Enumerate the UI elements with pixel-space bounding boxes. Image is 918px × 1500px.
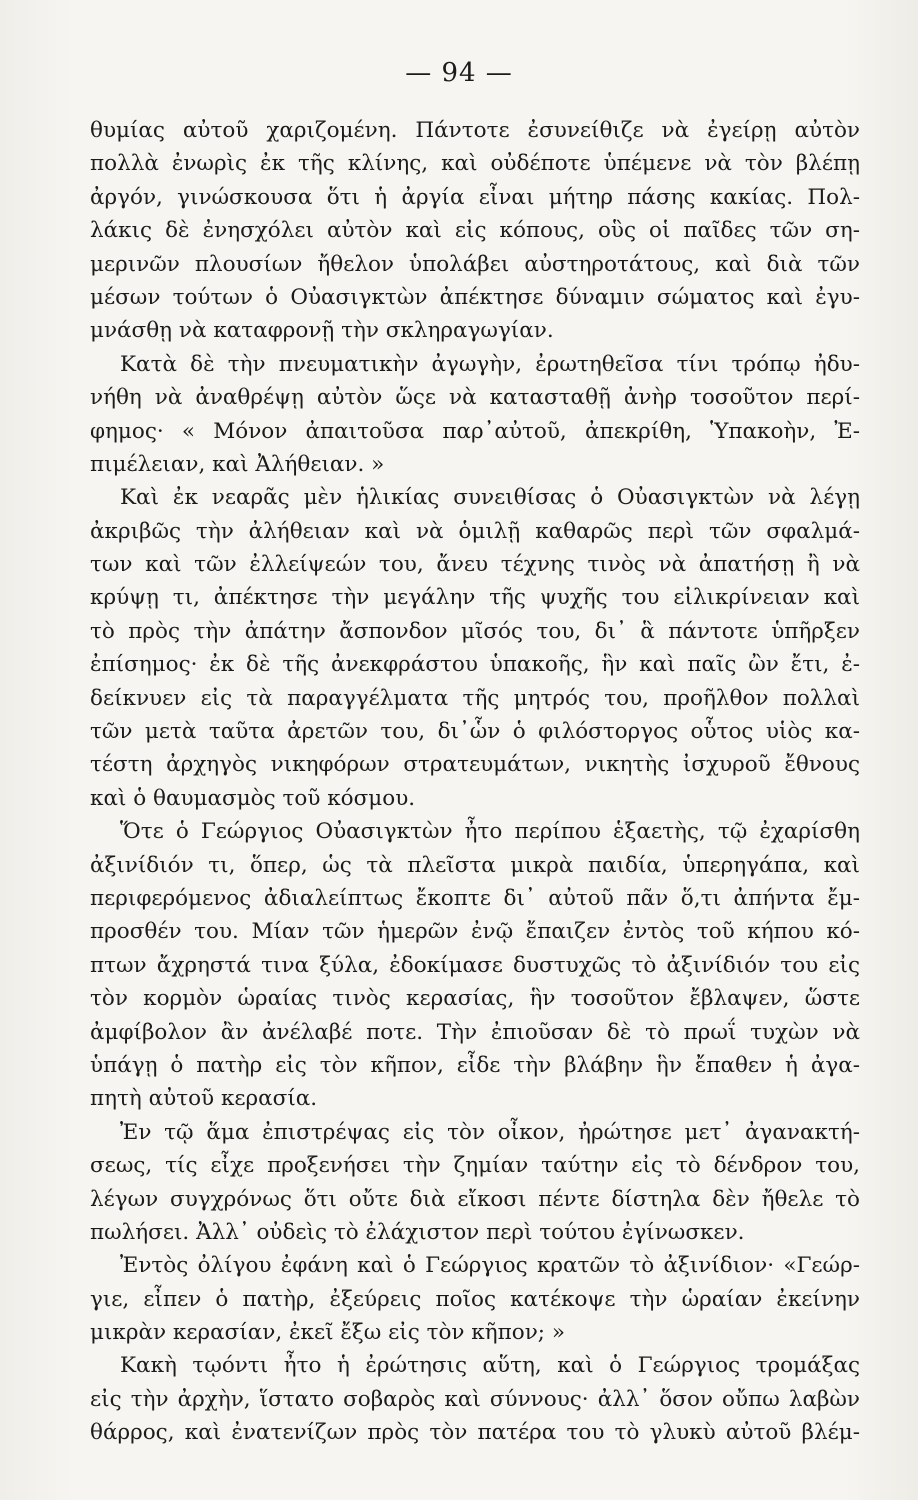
text-line: Ἐν τῷ ἅμα ἐπιστρέψας εἰς τὸν οἶκον, ἠρώτησε μετ᾽ ἀγανακτή-: [120, 1119, 860, 1145]
text-line: πιμέλειαν, καὶ Ἀλήθειαν. »: [90, 451, 385, 477]
text-line: περιφερόμενος ἀδιαλείπτως ἔκοπτε δι᾽ αὐτοῦ πᾶν ὅ,τι ἀπήντα ἔμ-: [90, 885, 860, 911]
text-line: μνάσθῃ νὰ καταφρονῇ τὴν σκληραγωγίαν.: [90, 318, 554, 344]
body-text: [90, 114, 860, 1450]
text-line: πολλὰ ἐνωρὶς ἐκ τῆς κλίνης, καὶ οὐδέποτε ὑπέμενε νὰ τὸν βλέπῃ: [90, 151, 860, 177]
text-line: τὸν κορμὸν ὡραίας τινὸς κερασίας, ἣν τοσοῦτον ἔβλαψεν, ὥστε: [90, 986, 860, 1012]
text-line: τὸ πρὸς τὴν ἀπάτην ἄσπονδον μῖσός του, δι᾽ ἃ πάντοτε ὑπῆρξεν: [90, 618, 860, 644]
text-line: Ὅτε ὁ Γεώργιος Οὐασιγκτὼν ἦτο περίπου ἑξαετὴς, τῷ ἐχαρίσθη: [120, 819, 860, 845]
text-line: προσθέν του. Μίαν τῶν ἡμερῶν ἐνῷ ἔπαιζεν ἐντὸς τοῦ κήπου κό-: [90, 919, 860, 945]
text-line: καὶ ὁ θαυμασμὸς τοῦ κόσμου.: [90, 785, 416, 811]
text-line: νήθη νὰ ἀναθρέψῃ αὐτὸν ὥςε νὰ κατασταθῇ ἀνὴρ τοσοῦτον περί-: [90, 385, 860, 411]
text-line: σεως, τίς εἶχε προξενήσει τὴν ζημίαν ταύτην εἰς τὸ δένδρον του,: [90, 1153, 860, 1179]
text-line: μικρὰν κερασίαν, ἐκεῖ ἔξω εἰς τὸν κῆπον; »: [90, 1320, 566, 1346]
text-line: λάκις δὲ ἐνησχόλει αὐτὸν καὶ εἰς κόπους, οὓς οἱ παῖδες τῶν ση-: [90, 218, 860, 244]
text-line: τέστη ἀρχηγὸς νικηφόρων στρατευμάτων, νικητὴς ἰσχυροῦ ἔθνους: [90, 752, 860, 778]
text-line: δείκνυεν εἰς τὰ παραγγέλματα τῆς μητρός του, προῆλθον πολλαὶ: [90, 685, 860, 711]
text-line: Κακὴ τῳόντι ἦτο ἡ ἐρώτησις αὕτη, καὶ ὁ Γεώργιος τρομάξας: [120, 1353, 860, 1379]
text-line: θάρρος, καὶ ἐνατενίζων πρὸς τὸν πατέρα του τὸ γλυκὺ αὐτοῦ βλέμ-: [90, 1420, 860, 1446]
text-line: λέγων συγχρόνως ὅτι οὔτε διὰ εἴκοσι πέντε δίστηλα δὲν ἤθελε τὸ: [90, 1186, 860, 1212]
text-line: ἐπίσημος· ἐκ δὲ τῆς ἀνεκφράστου ὑπακοῆς, ἣν καὶ παῖς ὢν ἔτι, ἐ-: [90, 652, 860, 678]
text-line: Καὶ ἐκ νεαρᾶς μὲν ἡλικίας συνειθίσας ὁ Οὐασιγκτὼν νὰ λέγῃ: [120, 485, 860, 511]
text-line: γιε, εἶπεν ὁ πατὴρ, ἐξεύρεις ποῖος κατέκοψε τὴν ὡραίαν ἐκείνην: [90, 1286, 860, 1312]
text-line: τῶν μετὰ ταῦτα ἀρετῶν του, δι᾽ὧν ὁ φιλόστοργος οὗτος υἱὸς κα-: [90, 719, 860, 745]
text-line: μέσων τούτων ὁ Οὐασιγκτὼν ἀπέκτησε δύναμιν σώματος καὶ ἐγυ-: [90, 284, 860, 310]
text-line: ἀμφίβολον ἂν ἀνέλαβέ ποτε. Τὴν ἐπιοῦσαν δὲ τὸ πρωΐ τυχὼν νὰ: [90, 1019, 860, 1045]
text-line: ὑπάγῃ ὁ πατὴρ εἰς τὸν κῆπον, εἶδε τὴν βλάβην ἣν ἔπαθεν ἡ ἀγα-: [90, 1052, 860, 1078]
text-line: φημος· « Μόνον ἀπαιτοῦσα παρ᾽αὐτοῦ, ἀπεκρίθη, Ὑπακοὴν, Ἐ-: [90, 418, 860, 444]
text-line: πωλήσει. Ἀλλ᾽ οὐδεὶς τὸ ἐλάχιστον περὶ τούτου ἐγίνωσκεν.: [90, 1219, 745, 1245]
text-line: ἀργόν, γινώσκουσα ὅτι ἡ ἀργία εἶναι μήτηρ πάσης κακίας. Πολ-: [90, 184, 860, 210]
text-line: των καὶ τῶν ἐλλείψεών του, ἄνευ τέχνης τινὸς νὰ ἀπατήσῃ ἢ νὰ: [90, 552, 860, 578]
text-line: κρύψῃ τι, ἀπέκτησε τὴν μεγάλην τῆς ψυχῆς του εἰλικρίνειαν καὶ: [90, 585, 860, 611]
text-line: Ἐντὸς ὀλίγου ἐφάνη καὶ ὁ Γεώργιος κρατῶν τὸ ἀξινίδιον· «Γεώρ-: [120, 1253, 860, 1279]
text-line: πητὴ αὐτοῦ κερασία.: [90, 1086, 318, 1112]
text-line: πτων ἄχρηστά τινα ξύλα, ἐδοκίμασε δυστυχῶς τὸ ἀξινίδιόν του εἰς: [90, 952, 860, 978]
text-line: μερινῶν πλουσίων ἤθελον ὑπολάβει αὐστηροτάτους, καὶ διὰ τῶν: [90, 251, 860, 277]
text-line: θυμίας αὐτοῦ χαριζομένη. Πάντοτε ἐσυνείθιζε νὰ ἐγείρῃ αὐτὸν: [90, 118, 860, 143]
text-line: ἀξινίδιόν τι, ὅπερ, ὡς τὰ πλεῖστα μικρὰ παιδία, ὑπερηγάπα, καὶ: [90, 852, 860, 878]
text-line: ἀκριβῶς τὴν ἀλήθειαν καὶ νὰ ὁμιλῇ καθαρῶς περὶ τῶν σφαλμά-: [90, 518, 860, 544]
text-line: Κατὰ δὲ τὴν πνευματικὴν ἀγωγὴν, ἐρωτηθεῖσα τίνι τρόπῳ ἠδυ-: [120, 351, 860, 377]
text-line: εἰς τὴν ἀρχὴν, ἵστατο σοβαρὸς καὶ σύννους· ἀλλ᾽ ὅσον οὔπω λαβὼν: [90, 1386, 860, 1412]
page-number: — 94 —: [405, 58, 513, 88]
